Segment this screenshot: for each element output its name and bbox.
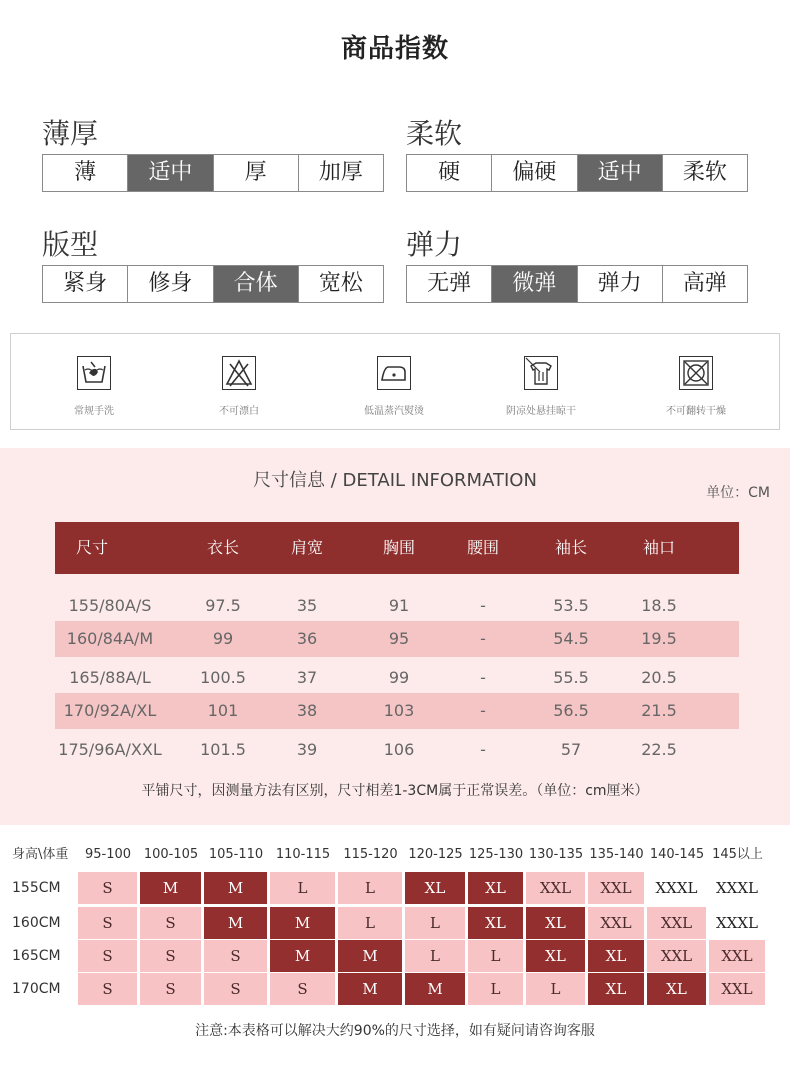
size-table-cell: 99 (388, 668, 410, 687)
size-header-cell: 胸围 (382, 538, 415, 557)
rec-size-cell: S (78, 973, 137, 1005)
size-table-cell: 91 (388, 596, 410, 615)
attr-elasticity (406, 227, 748, 296)
size-table-cell: 95 (388, 629, 410, 648)
attr-option: 偏硬 (492, 155, 577, 191)
size-table-cell: 22.5 (641, 740, 677, 759)
attr-option: 弹力 (578, 266, 663, 302)
attr-option: 宽松 (299, 266, 383, 302)
rec-size-cell: S (270, 973, 335, 1005)
attr-option: 合体 (214, 266, 299, 302)
rec-size-cell: M (204, 907, 267, 939)
size-table-row (55, 621, 739, 657)
rec-weight-header: 140-145 (649, 847, 705, 862)
rec-size-cell: L (338, 907, 402, 939)
footer-note: 注意:本表格可以解决大约90%的尺寸选择，如有疑问请咨询客服 (195, 1023, 595, 1039)
size-header-cell: 袖长 (554, 538, 587, 557)
rec-size-cell: M (270, 907, 335, 939)
rec-weight-header: 145以上 (712, 847, 763, 862)
attr-option: 适中 (578, 155, 663, 191)
size-table-cell: 39 (296, 740, 318, 759)
size-table-cell: 36 (296, 629, 318, 648)
rec-weight-header: 130-135 (528, 847, 584, 862)
care-item (169, 356, 309, 417)
care-item (324, 356, 464, 417)
rec-size-cell: XXXL (709, 872, 765, 904)
size-header-cell: 腰围 (466, 538, 499, 557)
rec-size-cell: M (405, 973, 465, 1005)
size-header-cell: 衣长 (206, 538, 239, 557)
attr-option: 柔软 (663, 155, 747, 191)
attr-option: 薄 (43, 155, 128, 191)
rec-height-label: 160CM (12, 915, 61, 931)
size-table-cell: 21.5 (641, 701, 677, 720)
size-table-cell: - (480, 629, 486, 648)
rec-size-cell: XXL (588, 872, 644, 904)
low-iron-icon (377, 356, 411, 390)
rec-height-label: 155CM (12, 880, 61, 896)
care-label: 低温蒸汽熨烫 (364, 406, 424, 417)
attr-title: 版型 (42, 228, 99, 261)
rec-weight-header: 120-125 (408, 847, 463, 862)
attr-title: 柔软 (406, 117, 463, 150)
care-item (24, 356, 164, 417)
rec-size-cell: XXL (709, 940, 765, 972)
size-table-cell: 155/80A/S (68, 596, 152, 615)
care-item (626, 356, 766, 417)
care-instructions (10, 333, 780, 430)
size-table-row (55, 693, 739, 729)
size-table-row (55, 732, 739, 768)
size-table-row (55, 588, 739, 624)
rec-weight-header: 115-120 (343, 847, 398, 862)
attr-option: 厚 (214, 155, 299, 191)
size-info-unit: 单位：CM (706, 485, 770, 501)
rec-size-cell: S (78, 872, 137, 904)
rec-size-cell: XXL (647, 940, 706, 972)
rec-weight-header: 110-115 (275, 847, 331, 862)
rec-size-cell: L (468, 940, 523, 972)
attr-option: 紧身 (43, 266, 128, 302)
attr-option: 硬 (407, 155, 492, 191)
rec-size-cell: XXL (647, 907, 706, 939)
attr-option: 无弹 (407, 266, 492, 302)
rec-size-cell: XL (647, 973, 706, 1005)
size-header-cell: 肩宽 (290, 538, 323, 557)
size-table-cell: 165/88A/L (69, 668, 151, 687)
size-table-cell: 37 (296, 668, 318, 687)
rec-weight-header: 125-130 (468, 847, 524, 862)
no-tumble-dry-icon (679, 356, 713, 390)
rec-size-cell: XXXL (647, 872, 706, 904)
rec-size-cell: S (140, 940, 201, 972)
size-info-title: 尺寸信息 / DETAIL INFORMATION (253, 470, 537, 491)
attr-option: 修身 (128, 266, 213, 302)
page-title: 商品指数 (340, 34, 449, 64)
size-table-cell: - (480, 668, 486, 687)
rec-size-cell: S (78, 940, 137, 972)
rec-size-cell: L (270, 872, 335, 904)
rec-size-cell: S (140, 907, 201, 939)
rec-size-cell: XL (588, 940, 644, 972)
attr-thickness (42, 116, 384, 185)
attr-title: 弹力 (406, 228, 463, 261)
rec-size-cell: M (270, 940, 335, 972)
rec-size-cell: S (140, 973, 201, 1005)
care-label: 不可漂白 (219, 406, 259, 417)
size-table-cell: 97.5 (205, 596, 241, 615)
rec-size-cell: L (405, 940, 465, 972)
size-table-cell: 38 (296, 701, 318, 720)
size-table-cell: - (480, 740, 486, 759)
attr-option: 加厚 (299, 155, 383, 191)
rec-size-cell: M (204, 872, 267, 904)
care-label: 不可翻转干燥 (666, 406, 726, 417)
size-table-cell: 55.5 (553, 668, 589, 687)
attr-options (406, 154, 748, 192)
size-table-cell: 57 (560, 740, 582, 759)
size-table-cell: 175/96A/XXL (58, 740, 162, 759)
size-table-cell: - (480, 701, 486, 720)
rec-size-cell: XL (405, 872, 465, 904)
rec-height-label: 165CM (12, 948, 61, 964)
size-table-cell: 54.5 (553, 629, 589, 648)
care-label: 常规手洗 (74, 406, 114, 417)
size-table-cell: 170/92A/XL (63, 701, 157, 720)
size-table-cell: 99 (212, 629, 234, 648)
rec-size-cell: M (338, 973, 402, 1005)
size-info-note: 平铺尺寸，因测量方法有区别，尺寸相差1-3CM属于正常误差。（单位：cm厘米） (141, 783, 649, 799)
size-table-row (55, 660, 739, 696)
care-item (471, 356, 611, 417)
size-table-cell: 56.5 (553, 701, 589, 720)
size-table-cell: 53.5 (553, 596, 589, 615)
line-dry-shade-icon (524, 356, 558, 390)
attr-softness (406, 116, 748, 185)
hand-wash-icon (77, 356, 111, 390)
size-table-cell: 19.5 (641, 629, 677, 648)
rec-size-cell: L (338, 872, 402, 904)
rec-size-cell: S (204, 940, 267, 972)
size-info-section (0, 448, 790, 825)
size-table-cell: - (480, 596, 486, 615)
size-table-cell: 160/84A/M (66, 629, 154, 648)
rec-height-label: 170CM (12, 981, 61, 997)
attr-options (42, 265, 384, 303)
rec-size-cell: XL (526, 940, 585, 972)
size-table-cell: 101.5 (200, 740, 246, 759)
rec-weight-header: 95-100 (84, 847, 132, 862)
attr-option: 微弹 (492, 266, 577, 302)
attr-options (406, 265, 748, 303)
rec-size-cell: XL (468, 872, 523, 904)
attr-option: 高弹 (663, 266, 747, 302)
care-label: 阴凉处悬挂晾干 (506, 406, 576, 417)
rec-size-cell: XL (588, 973, 644, 1005)
size-table-cell: 100.5 (200, 668, 246, 687)
rec-size-cell: L (405, 907, 465, 939)
rec-size-cell: XL (526, 907, 585, 939)
rec-size-cell: XXL (526, 872, 585, 904)
size-table-cell: 101 (207, 701, 239, 720)
attr-option: 适中 (128, 155, 213, 191)
size-table-cell: 20.5 (641, 668, 677, 687)
rec-weight-header: 100-105 (143, 847, 199, 862)
size-table-cell: 103 (383, 701, 415, 720)
rec-size-cell: L (468, 973, 523, 1005)
rec-size-cell: S (204, 973, 267, 1005)
no-bleach-icon (222, 356, 256, 390)
attr-title: 薄厚 (42, 117, 99, 150)
rec-weight-header: 135-140 (589, 847, 644, 862)
rec-corner-label: 身高\体重 (12, 847, 69, 862)
size-table-cell: 18.5 (641, 596, 677, 615)
rec-size-cell: XXXL (709, 907, 765, 939)
rec-size-cell: L (526, 973, 585, 1005)
rec-size-cell: M (338, 940, 402, 972)
attr-options (42, 154, 384, 192)
rec-size-cell: S (78, 907, 137, 939)
rec-size-cell: XXL (588, 907, 644, 939)
attr-fit (42, 227, 384, 296)
rec-size-cell: XL (468, 907, 523, 939)
size-table-cell: 106 (383, 740, 415, 759)
size-header-cell: 袖口 (642, 538, 675, 557)
rec-size-cell: XXL (709, 973, 765, 1005)
rec-size-cell: M (140, 872, 201, 904)
size-table-header (55, 522, 739, 574)
size-header-cell: 尺寸 (75, 538, 108, 557)
rec-weight-header: 105-110 (208, 847, 264, 862)
size-table-cell: 35 (296, 596, 318, 615)
